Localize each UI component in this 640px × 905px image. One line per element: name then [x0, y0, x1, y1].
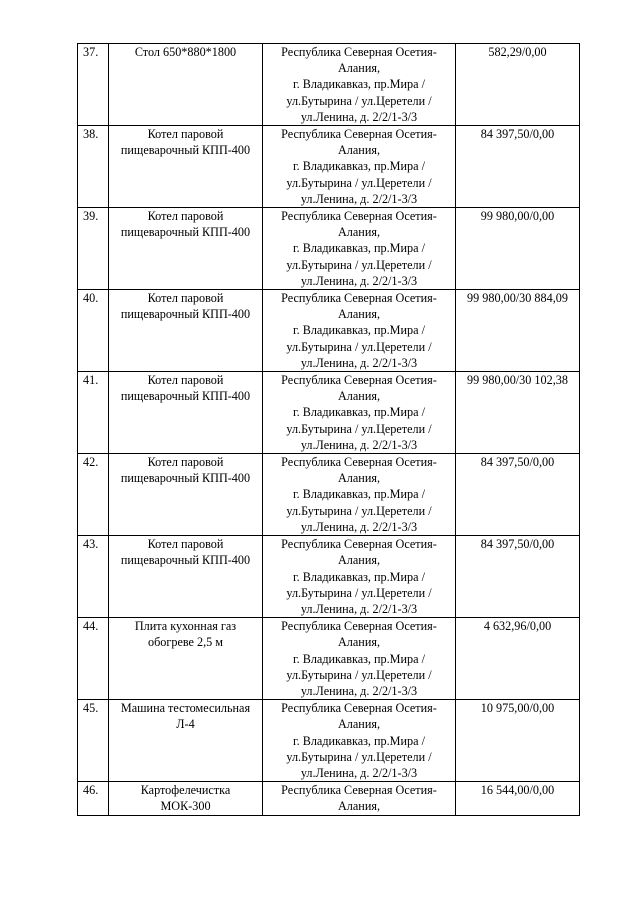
address-cell	[263, 618, 456, 700]
address-line: Алания,	[338, 471, 380, 486]
item-name-line: пищеварочный КПП-400	[120, 307, 251, 322]
item-name-line: Котел паровой	[147, 455, 224, 470]
address-line: ул.Ленина, д. 2/2/1-3/3	[300, 683, 418, 698]
item-name-line: Котел паровой	[147, 209, 224, 224]
address-line: г. Владикавказ, пр.Мира /	[293, 569, 425, 584]
table-row	[78, 44, 580, 126]
address-line: г. Владикавказ, пр.Мира /	[293, 323, 425, 338]
address-line: ул.Ленина, д. 2/2/1-3/3	[300, 519, 418, 534]
address-line: г. Владикавказ, пр.Мира /	[293, 405, 425, 420]
address-line: г. Владикавказ, пр.Мира /	[293, 487, 425, 502]
cost-cell: 582,29/0,00	[456, 44, 580, 126]
address-line: ул.Ленина, д. 2/2/1-3/3	[300, 355, 418, 370]
item-name-cell	[109, 208, 263, 290]
address-line: Республика Северная Осетия-	[281, 209, 437, 224]
item-name-cell	[109, 372, 263, 454]
item-name-cell	[109, 454, 263, 536]
address-line: Республика Северная Осетия-	[281, 537, 437, 552]
item-name-line: пищеварочный КПП-400	[120, 389, 251, 404]
table-row	[78, 208, 580, 290]
address-cell	[263, 126, 456, 208]
cost-cell: 99 980,00/0,00	[456, 208, 580, 290]
item-name-cell	[109, 700, 263, 782]
cost-cell: 10 975,00/0,00	[456, 700, 580, 782]
address-line: Алания,	[338, 389, 380, 404]
address-line: ул.Бутырина / ул.Церетели /	[286, 339, 432, 354]
address-line: Алания,	[338, 143, 380, 158]
cost-cell: 84 397,50/0,00	[456, 454, 580, 536]
item-name-line: пищеварочный КПП-400	[120, 143, 251, 158]
row-number-cell: 44.	[78, 618, 109, 700]
item-name-line: Машина тестомесильная	[120, 701, 251, 716]
cost-cell: 99 980,00/30 102,38	[456, 372, 580, 454]
item-name-cell	[109, 618, 263, 700]
address-cell	[263, 44, 456, 126]
address-line: ул.Ленина, д. 2/2/1-3/3	[300, 273, 418, 288]
inventory-table	[77, 43, 580, 816]
row-number-cell: 45.	[78, 700, 109, 782]
address-line: Республика Северная Осетия-	[281, 373, 437, 388]
table-row	[78, 618, 580, 700]
address-line: ул.Бутырина / ул.Церетели /	[286, 667, 432, 682]
address-line: ул.Бутырина / ул.Церетели /	[286, 93, 432, 108]
item-name-line: Котел паровой	[147, 373, 224, 388]
row-number-cell: 42.	[78, 454, 109, 536]
item-name-line: Котел паровой	[147, 127, 224, 142]
item-name-line: Котел паровой	[147, 537, 224, 552]
address-line: ул.Ленина, д. 2/2/1-3/3	[300, 601, 418, 616]
cost-cell: 4 632,96/0,00	[456, 618, 580, 700]
address-line: Республика Северная Осетия-	[281, 127, 437, 142]
address-line: г. Владикавказ, пр.Мира /	[293, 241, 425, 256]
address-line: Республика Северная Осетия-	[281, 455, 437, 470]
address-line: Алания,	[338, 635, 380, 650]
address-cell	[263, 700, 456, 782]
address-line: Республика Северная Осетия-	[281, 291, 437, 306]
item-name-line: пищеварочный КПП-400	[120, 553, 251, 568]
address-line: Алания,	[338, 307, 380, 322]
address-cell	[263, 208, 456, 290]
address-line: Республика Северная Осетия-	[281, 701, 437, 716]
address-line: ул.Бутырина / ул.Церетели /	[286, 749, 432, 764]
address-line: Алания,	[338, 225, 380, 240]
cost-cell: 16 544,00/0,00	[456, 782, 580, 815]
item-name-cell	[109, 290, 263, 372]
address-cell	[263, 372, 456, 454]
address-cell	[263, 536, 456, 618]
address-line: ул.Бутырина / ул.Церетели /	[286, 585, 432, 600]
table-row	[78, 126, 580, 208]
inventory-table-body	[78, 44, 580, 816]
row-number-cell: 41.	[78, 372, 109, 454]
address-line: Алания,	[338, 717, 380, 732]
address-line: Алания,	[338, 553, 380, 568]
address-line: ул.Бутырина / ул.Церетели /	[286, 503, 432, 518]
address-line: г. Владикавказ, пр.Мира /	[293, 159, 425, 174]
item-name-line: Стол 650*880*1800	[134, 45, 237, 59]
table-row	[78, 372, 580, 454]
row-number-cell: 46.	[78, 782, 109, 815]
item-name-line: пищеварочный КПП-400	[120, 225, 251, 240]
address-line: г. Владикавказ, пр.Мира /	[293, 651, 425, 666]
address-cell	[263, 290, 456, 372]
address-line: г. Владикавказ, пр.Мира /	[293, 77, 425, 92]
address-line: ул.Бутырина / ул.Церетели /	[286, 421, 432, 436]
address-line: Республика Северная Осетия-	[281, 783, 437, 798]
address-line: ул.Бутырина / ул.Церетели /	[286, 257, 432, 272]
item-name-line: Л-4	[176, 717, 195, 732]
cost-cell: 84 397,50/0,00	[456, 126, 580, 208]
address-line: ул.Ленина, д. 2/2/1-3/3	[300, 109, 418, 124]
address-line: ул.Ленина, д. 2/2/1-3/3	[300, 191, 418, 206]
item-name-cell	[109, 44, 263, 126]
address-cell	[263, 782, 456, 815]
item-name-line: Плита кухонная газ	[134, 619, 237, 634]
row-number-cell: 37.	[78, 44, 109, 126]
cost-cell: 99 980,00/30 884,09	[456, 290, 580, 372]
address-line: г. Владикавказ, пр.Мира /	[293, 733, 425, 748]
address-line: ул.Ленина, д. 2/2/1-3/3	[300, 437, 418, 452]
address-line: Республика Северная Осетия-	[281, 619, 437, 634]
address-line: Алания,	[338, 799, 380, 814]
row-number-cell: 39.	[78, 208, 109, 290]
table-row	[78, 454, 580, 536]
item-name-cell	[109, 536, 263, 618]
address-cell	[263, 454, 456, 536]
row-number-cell: 40.	[78, 290, 109, 372]
cost-cell: 84 397,50/0,00	[456, 536, 580, 618]
item-name-line: Картофелечистка	[140, 783, 231, 798]
address-line: Республика Северная Осетия-	[281, 45, 437, 59]
item-name-line: пищеварочный КПП-400	[120, 471, 251, 486]
address-line: Алания,	[338, 61, 380, 76]
item-name-line: Котел паровой	[147, 291, 224, 306]
item-name-cell	[109, 126, 263, 208]
row-number-cell: 38.	[78, 126, 109, 208]
table-row	[78, 782, 580, 815]
table-row	[78, 536, 580, 618]
item-name-line: обогреве 2,5 м	[147, 635, 224, 650]
table-row	[78, 700, 580, 782]
table-row	[78, 290, 580, 372]
address-line: ул.Бутырина / ул.Церетели /	[286, 175, 432, 190]
row-number-cell: 43.	[78, 536, 109, 618]
address-line: ул.Ленина, д. 2/2/1-3/3	[300, 765, 418, 780]
item-name-line: МОК-300	[160, 799, 211, 814]
item-name-cell	[109, 782, 263, 815]
